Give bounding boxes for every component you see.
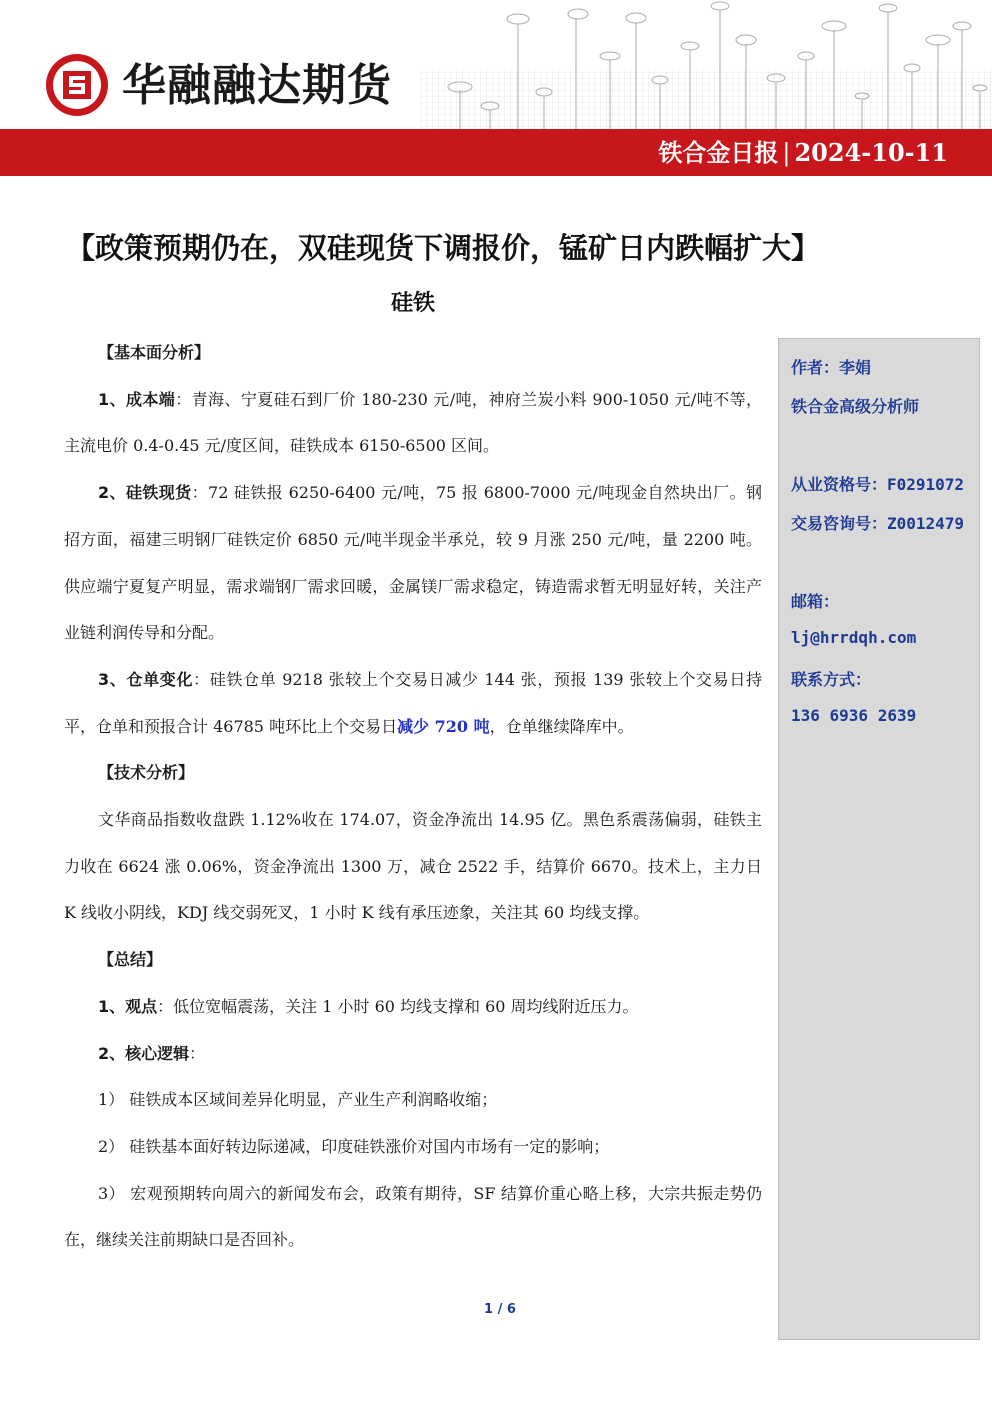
report-body	[64, 330, 762, 1264]
section-heading-fundamental: 【基本面分析】	[98, 343, 211, 362]
section-heading-technical: 【技术分析】	[98, 763, 195, 783]
author-sidebar	[778, 338, 980, 1340]
paragraph-technical: 文华商品指数收盘跌 1.12%收在 174.07，资金净流出 14.95 亿。黑色系震荡偏弱，硅铁主力收在 6624 涨 0.06%，资金净流出 1300 万，减仓 2522 手，结算价 6670。技术上，主力日 K 线收小阴线，KDJ 线交弱死叉，1 小时 K 线有承压迹象，关注其 60 均线支撑。	[64, 810, 762, 923]
email-link[interactable]: lj@hrrdqh.com	[791, 628, 917, 647]
text-warrant-b: ，仓单继续降库中。	[489, 716, 634, 736]
contact-label: 联系方式：	[791, 670, 872, 689]
report-date: 2024-10-11	[794, 138, 948, 167]
qualification-number: 从业资格号：F0291072	[791, 475, 965, 494]
company-logo-icon	[44, 52, 110, 118]
warrant-highlight: 减少 720 吨	[397, 716, 490, 736]
logic-item: 1） 硅铁成本区域间差异化明显，产业生产利润略收缩；	[98, 1090, 498, 1110]
report-subtitle: 硅铁	[390, 291, 435, 316]
email-label: 邮箱：	[791, 592, 840, 611]
report-title: 【政策预期仍在，双硅现货下调报价，锰矿日内跌幅扩大】	[66, 231, 821, 265]
paragraph-cost	[64, 377, 762, 470]
text-spot: ：72 硅铁报 6250-6400 元/吨，75 报 6800-7000 元/吨现金自然块出厂。钢招方面，福建三明钢厂硅铁定价 6850 元/吨半现金半承兑，较 9 月涨 250 元/吨，量 2200 吨。供应端宁夏复产明显，需求端钢厂需求回暖，金属镁厂需求稳定，铸造需求暂无明显好转，关注产业链利润传导和分配。	[64, 483, 762, 643]
section-heading-summary: 【总结】	[98, 950, 163, 970]
label-spot: 2、硅铁现货	[98, 483, 192, 503]
label-logic: 2、核心逻辑	[98, 1043, 190, 1063]
report-name: 铁合金日报	[658, 138, 779, 167]
paragraph-spot	[64, 470, 762, 657]
consult-number: 交易咨询号：Z0012479	[791, 514, 965, 533]
paragraph-warrant	[64, 657, 762, 750]
phone-number: 136 6936 2639	[791, 706, 917, 725]
page-number: 1 / 6	[484, 1302, 516, 1317]
text-warrant-a: ：硅铁仓单 9218 张较上个交易日减少 144 张，预报 139 张较上个交易日持平，仓单和预报合计 46785 吨环比上个交易日	[64, 669, 762, 736]
report-header	[0, 0, 992, 176]
text-view: ：低位宽幅震荡，关注 1 小时 60 均线支撑和 60 周均线附近压力。	[157, 996, 639, 1016]
logic-colon: ：	[189, 1043, 206, 1063]
company-name: 华融融达期货	[122, 60, 392, 111]
text-cost: ：青海、宁夏硅石到厂价 180-230 元/吨，神府兰炭小料 900-1050 元/吨不等，主流电价 0.4-0.45 元/度区间，硅铁成本 6150-6500 区间。	[64, 389, 762, 456]
logic-item: 3） 宏观预期转向周六的新闻发布会，政策有期待，SF 结算价重心略上移，大宗共振走势仍在，继续关注前期缺口是否回补。	[64, 1183, 762, 1250]
author-role: 铁合金高级分析师	[791, 397, 920, 416]
label-warrant: 3、仓单变化	[98, 669, 194, 689]
label-cost: 1、成本端	[98, 389, 176, 409]
report-separator: |	[782, 139, 791, 167]
report-tag	[658, 133, 948, 173]
label-view: 1、观点	[98, 996, 158, 1016]
paragraph-view	[64, 984, 762, 1031]
logic-item: 2） 硅铁基本面好转边际递减，印度硅铁涨价对国内市场有一定的影响；	[98, 1136, 610, 1156]
author-name: 作者：李娟	[791, 358, 872, 377]
paragraph-logic	[64, 1031, 762, 1078]
